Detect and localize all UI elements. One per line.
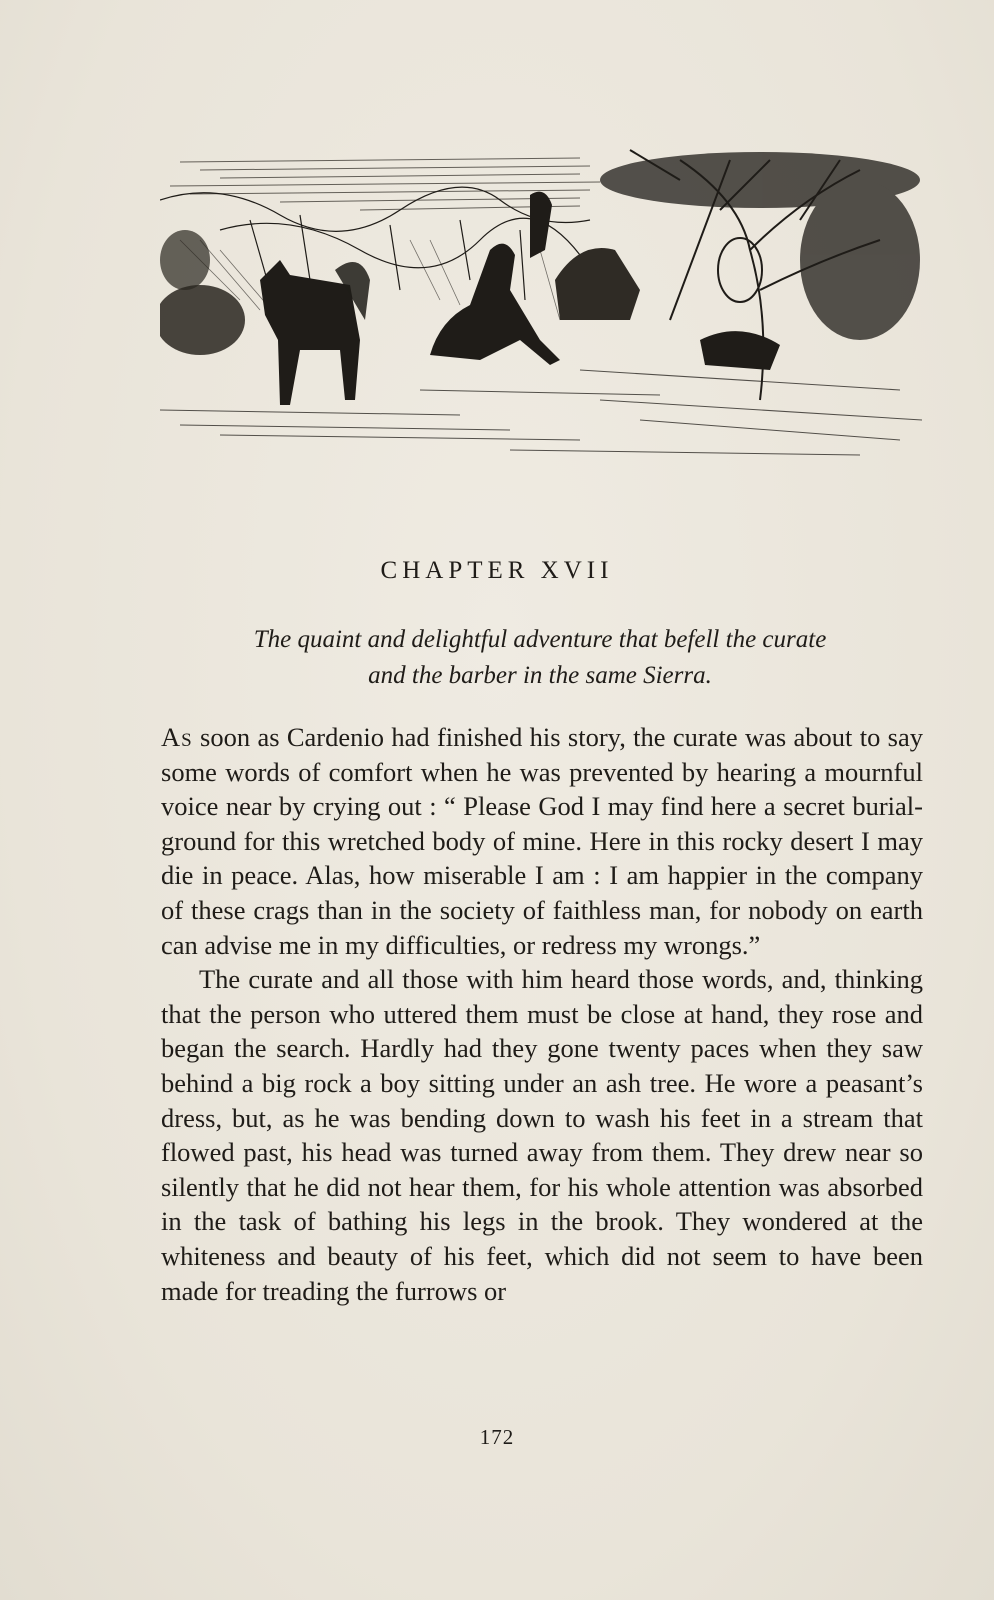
chapter-title: CHAPTER XVII (380, 557, 614, 584)
paragraph-2: The curate and all those with him heard those words, and, thinking that the person who uttered them must be close at hand, they rose and began the search. Hardly had they gone twenty paces when they saw behind a big rock a boy sitting under an ash tree. He wore a peasant’s dress, but, as he was bending down to wash his feet in a stream that flowed past, his head was turned away from them. They drew near so silently that he did not hear them, for his whole attention was absorbed in the task of bathing his legs in the brook. They wondered at the whiteness and beauty of his feet, which did not seem to have been made for treading the furrows or (161, 964, 923, 1306)
body-text (161, 720, 923, 1308)
paragraph-1-opening-caps: As (161, 722, 193, 752)
engraving-drawing (160, 140, 922, 462)
engraving-illustration (160, 140, 922, 462)
page-number: 172 (479, 1425, 515, 1449)
chapter-subtitle (200, 622, 880, 694)
chapter-subtitle-line-1: The quaint and delightful adventure that befell the curate (253, 626, 827, 653)
paragraph-1 (161, 720, 923, 962)
paragraph-1-text: soon as Cardenio had finished his story, the curate was about to say some words of comfort when he was prevented by hearing a mournful voice near by crying out : “ Please God I may find here a secret burial-ground for this wretched body of mine. Here in this rocky desert I may die in peace. Alas, how miserable I am : I am happier in the company of these crags than in the society of faithless man, for nobody on earth can advise me in my difficulties, or redress my wrongs.” (161, 722, 923, 960)
chapter-subtitle-line-2: and the barber in the same Sierra. (368, 662, 712, 689)
